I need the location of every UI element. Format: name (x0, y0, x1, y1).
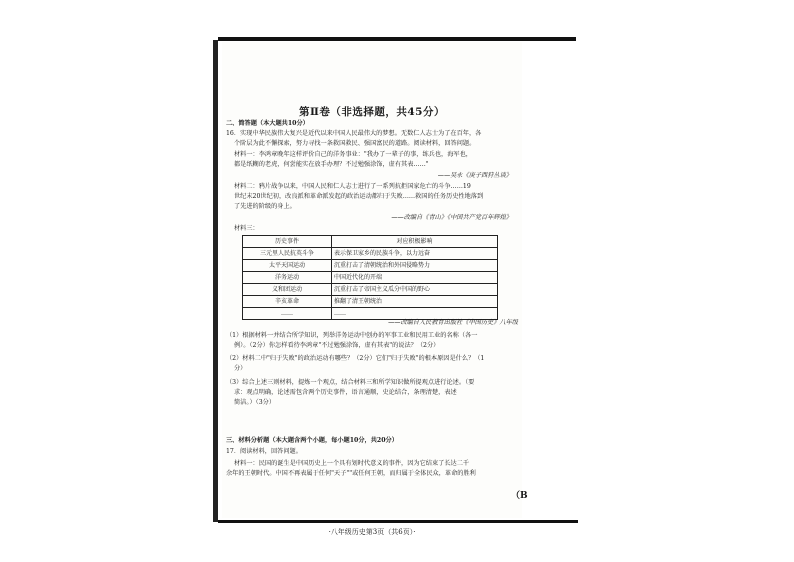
scan-bar-left (213, 40, 218, 522)
event-name: …… (243, 308, 332, 320)
exam-page (222, 42, 522, 536)
event-impact: 表示保卫家乡的民族斗争，以力远奋 (332, 248, 498, 260)
event-name: 义和团运动 (243, 284, 332, 296)
table-row (243, 284, 498, 296)
page-footer: ·八年级历史第3页（共6页）· (328, 528, 416, 536)
sub-question-2-line-2: 分） (234, 365, 247, 372)
scan-bar-bottom (218, 520, 578, 523)
q16-line-1: 16．实现中华民族伟大复兴是近代以来中国人民最伟大的梦想。无数仁人志士为了在百年，各 (226, 130, 482, 137)
scan-bar-top (218, 37, 576, 41)
sub-question-1-line-1: （1）根据材料一并结合所学知识，列举洋务运动中创办的军事工业和民用工业的名称（各一 (226, 332, 478, 339)
material2-line-1: 材料二：鸦片战争以来，中国人民和仁人志士进行了一系列抗拒国家危亡的斗争……19 (234, 183, 471, 190)
event-impact: 沉重打击了清朝统治和外国侵略势力 (332, 260, 498, 272)
sub-question-3-line-1: （3）综合上述三则材料，提炼一个观点，结合材料三和所学知识做所提观点进行论述。（要 (226, 379, 475, 386)
edge-mark: （B (511, 491, 528, 501)
material1-line-2: 都是纸糊的老虎，何尝能实在放手办理？不过勉强涂饰，虚有其表……" (234, 161, 429, 168)
material3-source: ——改编自人民教育出版社《中国历史》八年级 (388, 319, 518, 326)
material17-line-1: 材料一：民国的诞生是中国历史上一个具有划时代意义的事件，因为它结束了长达二千 (234, 460, 470, 467)
table-header: 历史事件 (243, 236, 332, 248)
q16-line-2: 个阶层为此不懈探索，努力寻找一条救国救民、强国富民的道路。阅读材料，回答问题。 (234, 140, 476, 147)
event-name: 三元里人民抗英斗争 (243, 248, 332, 260)
material2-source: ——改编自《青山》《中国共产党百年辉煌》 (391, 214, 512, 221)
sub-question-1-line-2: 例）。（2分）你怎样看待李鸿章"不过勉强涂饰，虚有其表"的说法？（2分） (234, 342, 440, 349)
event-name: 辛亥革命 (243, 296, 332, 308)
table-row (243, 272, 498, 284)
material17-line-2: 余年的王朝时代。中国不再表属于任何"天子""或任何王朝，而归属于全体民众，革命的胜利 (226, 470, 476, 477)
material1-line-1: 材料一：李鸿章晚年这样评价自己的洋务事业："我办了一辈子的事，练兵也，海军也， (234, 151, 472, 158)
sub-question-3-line-2: 求：观点明确，论述需包含两个历史事件，语言通顺，史论结合，条理清楚，表述 (234, 389, 457, 396)
material2-line-3: 了先进的阶级的身上。 (234, 203, 296, 210)
event-impact: 推翻了清王朝统治 (332, 296, 498, 308)
table-header-row (243, 236, 498, 248)
event-impact: 沉重打击了帝国主义瓜分中国的野心 (332, 284, 498, 296)
sub-question-3-line-3: 简洁。）（3分） (234, 399, 276, 406)
table-row (243, 260, 498, 272)
section-heading-2: 二、简答题（本大题共10分） (226, 120, 309, 127)
material1-source: ——吴永《庚子西狩丛谈》 (437, 172, 512, 179)
event-impact: 中国近代化的开端 (332, 272, 498, 284)
events-table (242, 235, 498, 320)
table-row (243, 296, 498, 308)
material3-label: 材料三： (234, 225, 259, 232)
page-title: 第Ⅱ卷（非选择题，共45分） (299, 106, 445, 118)
table-header: 对应积极影响 (332, 236, 498, 248)
table-row (243, 248, 498, 260)
table-row (243, 308, 498, 320)
event-impact: …… (332, 308, 498, 320)
event-name: 洋务运动 (243, 272, 332, 284)
q17-line: 17．阅读材料，回答问题。 (226, 448, 302, 455)
sub-question-2-line-1: （2）材料二中"归于失败"的政治运动有哪些？（2分）它们"归于失败"的根本原因是什么？（1 (226, 355, 485, 362)
material2-line-2: 世纪末20世纪初，改良派和革命派发起的政治运动都归于失败……救国的任务历史性地落到 (234, 193, 484, 200)
section-heading-3: 三、材料分析题（本大题含两个小题，每小题10分，共20分） (226, 437, 398, 444)
event-name: 太平天国运动 (243, 260, 332, 272)
